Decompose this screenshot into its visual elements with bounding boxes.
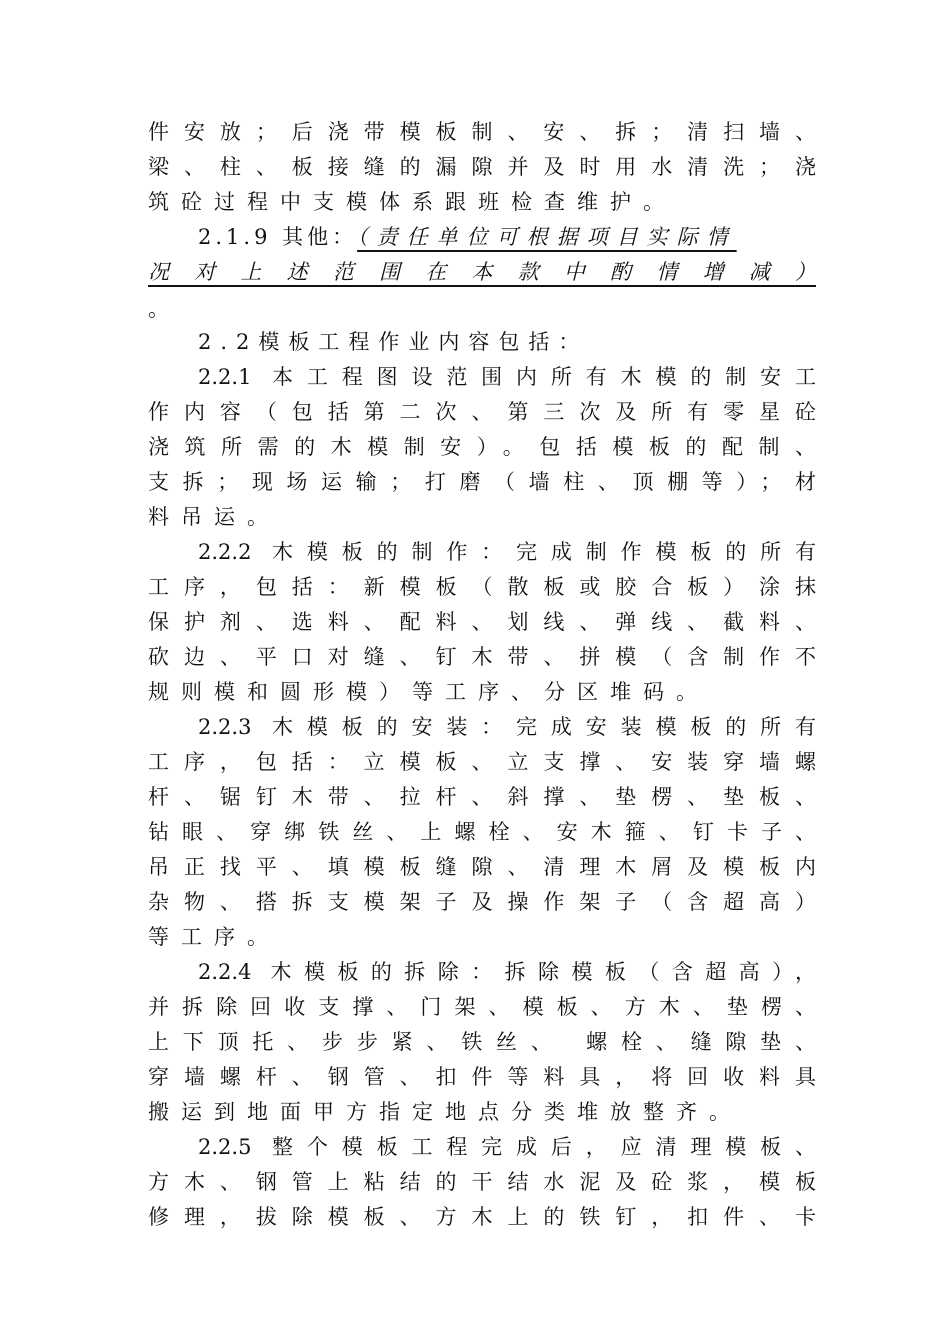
text-line: 工序，包括：新模板（散板或胶合板）涂抹 xyxy=(148,575,816,599)
text-line: 件安放；后浇带模板制、安、拆；清扫墙、 xyxy=(148,120,816,144)
text-line: 穿墙螺杆、钢管、扣件等料具，将回收料具 xyxy=(148,1065,816,1089)
text-line: 料吊运。 xyxy=(148,505,280,529)
text-line: 2.2.1 本工程图设范围内所有木模的制安工 xyxy=(198,365,816,389)
text-line: 杆、锯钉木带、拉杆、斜撑、垫楞、垫板、 xyxy=(148,785,816,809)
text-line: 等工序。 xyxy=(148,925,280,949)
text-line: 并拆除回收支撑、门架、模板、方木、垫楞、 xyxy=(148,995,816,1019)
clause-2-1-9-line xyxy=(198,220,816,254)
text-line: 2.2.5 整个模板工程完成后，应清理模板、 xyxy=(198,1135,816,1159)
text-line: 吊正找平、填模板缝隙、清理木屑及模板内 xyxy=(148,855,816,879)
text-line: 保护剂、选料、配料、划线、弹线、截料、 xyxy=(148,610,816,634)
clause-2-1-9-label: 2.1.9 其他： xyxy=(198,225,358,249)
text-line: 2.2.4 木模板的拆除：拆除模板（含超高）， xyxy=(198,960,816,984)
text-line: 。 xyxy=(148,297,169,321)
text-line: 2.2.2 木模板的制作：完成制作模板的所有 xyxy=(198,540,816,564)
text-line: 上下顶托、步步紧、铁丝、 螺栓、缝隙垫、 xyxy=(148,1030,816,1054)
text-line: 规则模和圆形模）等工序、分区堆码。 xyxy=(148,680,709,704)
text-line: 砍边、平口对缝、钉木带、拼模（含制作不 xyxy=(148,645,816,669)
text-line: 修理，拔除模板、方木上的铁钉，扣件、卡 xyxy=(148,1205,816,1229)
text-line: 杂物、搭拆支模架子及操作架子（含超高） xyxy=(148,890,816,914)
text-line: 梁、柱、板接缝的漏隙并及时用水清洗；浇 xyxy=(148,155,816,179)
clause-2-1-9-note-continued: 况对上述范围在本款中酌情增减） xyxy=(148,260,816,284)
text-line: 钻眼、穿绑铁丝、上螺栓、安木箍、钉卡子、 xyxy=(148,820,816,844)
text-line: 作内容（包括第二次、第三次及所有零星砼 xyxy=(148,400,816,424)
text-line: 2.2.3 木模板的安装：完成安装模板的所有 xyxy=(198,715,816,739)
section-heading: 2.2模板工程作业内容包括： xyxy=(198,330,589,354)
text-line: 筑砼过程中支模体系跟班检查维护。 xyxy=(148,190,676,214)
text-line: 支拆；现场运输；打磨（墙柱、顶棚等）；材 xyxy=(148,470,816,494)
text-line: 方木、钢管上粘结的干结水泥及砼浆，模板 xyxy=(148,1170,816,1194)
text-line: 浇筑所需的木模制安）。包括模板的配制、 xyxy=(148,435,816,459)
text-line: 搬运到地面甲方指定地点分类堆放整齐。 xyxy=(148,1100,742,1124)
text-line: 工序，包括：立模板、立支撑、安装穿墙螺 xyxy=(148,750,816,774)
clause-2-1-9-note: （责任单位可根据项目实际情 xyxy=(357,225,737,249)
